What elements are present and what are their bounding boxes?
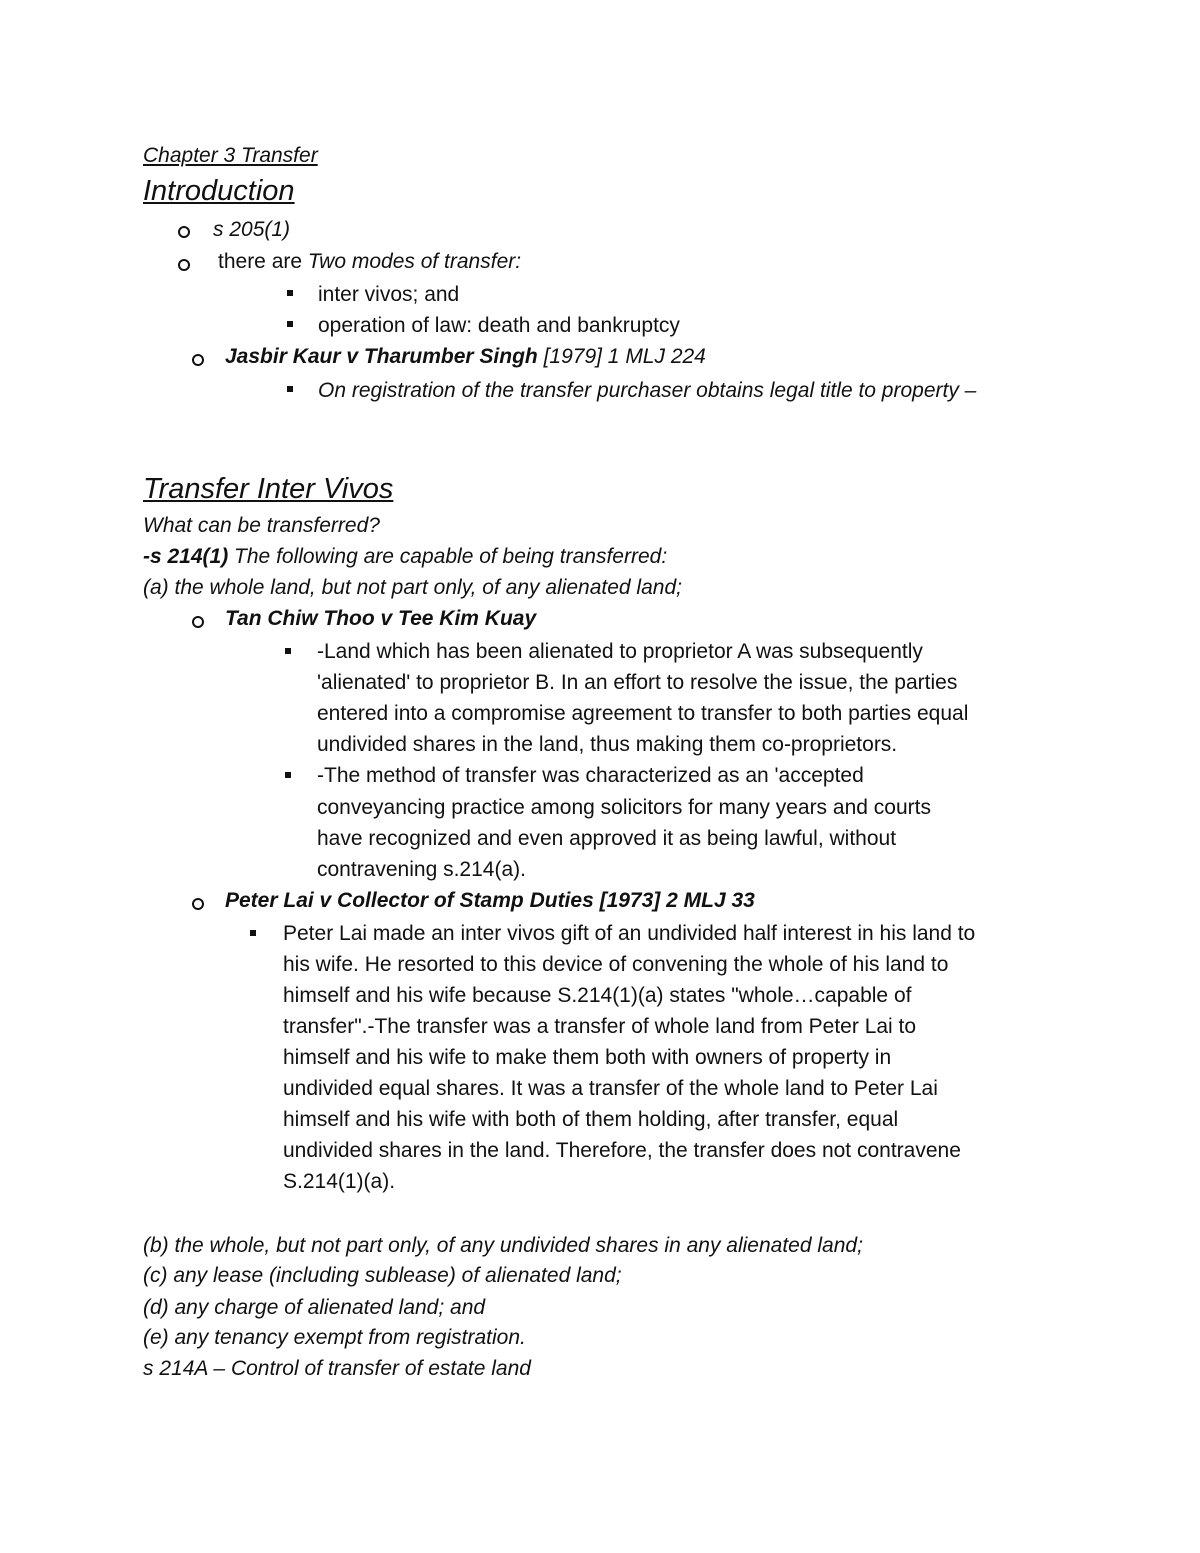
modes-italic: Two modes of transfer: — [307, 250, 522, 273]
section-214-line — [143, 543, 667, 571]
section-214a: s 214A – Control of transfer of estate land — [143, 1357, 531, 1380]
case1-p1-line: 'alienated' to proprietor B. In an effort to resolve the issue, the parties — [317, 671, 958, 694]
modes-prefix: there are — [218, 250, 308, 273]
item-e: (e) any tenancy exempt from registration. — [143, 1326, 526, 1349]
item-b: (b) the whole, but not part only, of any undivided shares in any alienated land; — [143, 1234, 863, 1257]
item-d: (d) any charge of alienated land; and — [143, 1296, 486, 1319]
case2-p1-line: transfer".-The transfer was a transfer of whole land from Peter Lai to — [283, 1015, 917, 1038]
section-214-ref: -s 214(1) — [143, 545, 229, 568]
hollow-bullet-icon — [178, 226, 190, 238]
case-tan-chiw-thoo: Tan Chiw Thoo v Tee Kim Kuay — [225, 607, 537, 630]
case1-p2-line: contravening s.214(a). — [317, 858, 526, 881]
case2-p1-line: his wife. He resorted to this device of convening the whole of his land to — [283, 953, 949, 976]
what-can-be-transferred: What can be transferred? — [143, 514, 380, 537]
case1-p1-line: entered into a compromise agreement to transfer to both parties equal — [317, 702, 969, 725]
modes-line — [218, 248, 521, 276]
case2-p1-line: S.214(1)(a). — [283, 1170, 396, 1193]
item-a: (a) the whole land, but not part only, of any alienated land; — [143, 576, 682, 599]
mode-inter-vivos: inter vivos; and — [318, 283, 460, 306]
square-bullet-icon — [287, 290, 293, 296]
hollow-bullet-icon — [178, 259, 190, 271]
hollow-bullet-icon — [192, 354, 204, 366]
transfer-inter-vivos-heading: Transfer Inter Vivos — [143, 473, 394, 505]
case-jasbir-cite: [1979] 1 MLJ 224 — [537, 345, 706, 368]
section-214-text: The following are capable of being transferred: — [228, 545, 668, 568]
square-bullet-icon — [285, 772, 291, 778]
case-peter-lai: Peter Lai v Collector of Stamp Duties [1973] 2 MLJ 33 — [225, 889, 755, 912]
case1-p2-line: have recognized and even approved it as being lawful, without — [317, 827, 897, 850]
square-bullet-icon — [250, 930, 256, 936]
case2-p1-line: himself and his wife with both of them holding, after transfer, equal — [283, 1108, 899, 1131]
case-jasbir-kaur — [225, 343, 706, 371]
square-bullet-icon — [285, 648, 291, 654]
case2-p1-line: undivided equal shares. It was a transfer of the whole land to Peter Lai — [283, 1077, 938, 1100]
case2-p1-line: himself and his wife because S.214(1)(a) states "whole…capable of — [283, 984, 912, 1007]
case1-p2-line: -The method of transfer was characterized as an 'accepted — [317, 764, 864, 787]
mode-operation-of-law: operation of law: death and bankruptcy — [318, 314, 680, 337]
introduction-heading: Introduction — [143, 175, 295, 207]
hollow-bullet-icon — [192, 898, 204, 910]
case1-p2-line: conveyancing practice among solicitors for many years and courts — [317, 796, 931, 819]
hollow-bullet-icon — [192, 616, 204, 628]
square-bullet-icon — [287, 386, 293, 392]
square-bullet-icon — [287, 321, 293, 327]
case2-p1-line: undivided shares in the land. Therefore, the transfer does not contravene — [283, 1139, 961, 1162]
case2-p1-line: Peter Lai made an inter vivos gift of an undivided half interest in his land to — [283, 922, 976, 945]
section-205-ref: s 205(1) — [213, 218, 291, 241]
item-c: (c) any lease (including sublease) of alienated land; — [143, 1264, 622, 1287]
case2-p1-line: himself and his wife to make them both with owners of property in — [283, 1046, 892, 1069]
case1-p1-line: undivided shares in the land, thus making them co-proprietors. — [317, 733, 898, 756]
chapter-title: Chapter 3 Transfer — [143, 144, 318, 167]
case-jasbir-point: On registration of the transfer purchaser obtains legal title to property – — [318, 379, 977, 402]
case-jasbir-name: Jasbir Kaur v Tharumber Singh — [225, 345, 538, 368]
case1-p1-line: -Land which has been alienated to proprietor A was subsequently — [317, 640, 923, 663]
